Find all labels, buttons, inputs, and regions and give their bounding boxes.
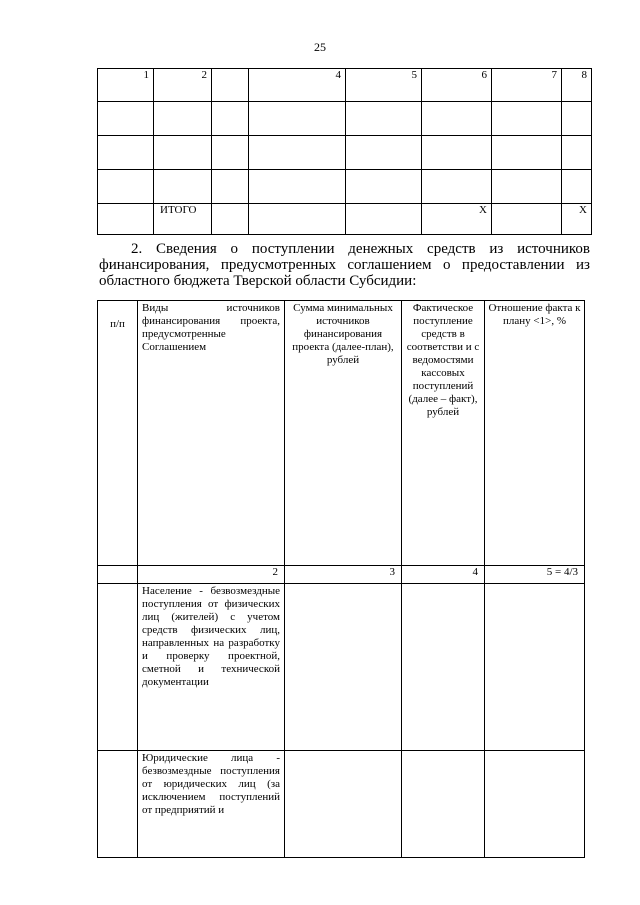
header-number: п/п [98,301,138,566]
total-cell [98,204,154,235]
total-cell: Х [562,204,592,235]
total-cell [492,204,562,235]
header-plan: Сумма минимальных источников финансирования проекта (далее-план), рублей [285,301,402,566]
table-2-row [98,584,585,751]
row-number [98,751,138,858]
table-1-empty-row [98,170,592,204]
table-1-header-row [98,69,592,102]
table-1 [97,68,592,235]
total-cell [212,204,249,235]
row-number [98,584,138,751]
section-2-text: 2. Сведения о поступлении денежных средств из источников финансирования, предусмотренных соглашением о предоставлении из областного бюджета Тверской области Субсидии: [99,241,590,289]
column-number: 5 = 4/3 [485,566,585,584]
table-1-total-row [98,204,592,235]
page-number: 25 [314,40,326,54]
table-1-empty-row [98,136,592,170]
section-2-paragraph [99,241,590,289]
row-source-text: Население - безвозмездные поступления от физических лиц (жителей) с учетом средств физических лиц, направленных на разработку и проверку проектной, сметной и технической документации [138,584,285,751]
total-label: ИТОГО [154,204,212,235]
column-number [98,566,138,584]
table-1-empty-row [98,102,592,136]
table-1-header-cell: 2 [154,69,212,102]
table-2-header-row [98,301,585,566]
table-1-header-cell: 1 [98,69,154,102]
total-cell: Х [422,204,492,235]
table-2 [97,300,585,858]
table-1-header-cell: 4 [249,69,346,102]
column-number: 3 [285,566,402,584]
table-2-row [98,751,585,858]
table-1-header-cell: 6 [422,69,492,102]
header-sources: Виды источников финансирования проекта, предусмотренные Соглашением [138,301,285,566]
row-source-text: Юридические лица - безвозмездные поступления от юридических лиц (за исключением поступлений от предприятий и [138,751,285,858]
table-1-header-cell: 8 [562,69,592,102]
header-fact: Фактическое поступление средств в соответстви и с ведомостями кассовых поступлений (далее – факт), рублей [402,301,485,566]
column-number: 4 [402,566,485,584]
header-ratio: Отношение факта к плану <1>, % [485,301,585,566]
table-1-header-cell: 7 [492,69,562,102]
column-number: 2 [138,566,285,584]
table-1-header-cell: 5 [346,69,422,102]
total-cell [249,204,346,235]
table-1-header-cell [212,69,249,102]
table-2-number-row [98,566,585,584]
total-cell [346,204,422,235]
